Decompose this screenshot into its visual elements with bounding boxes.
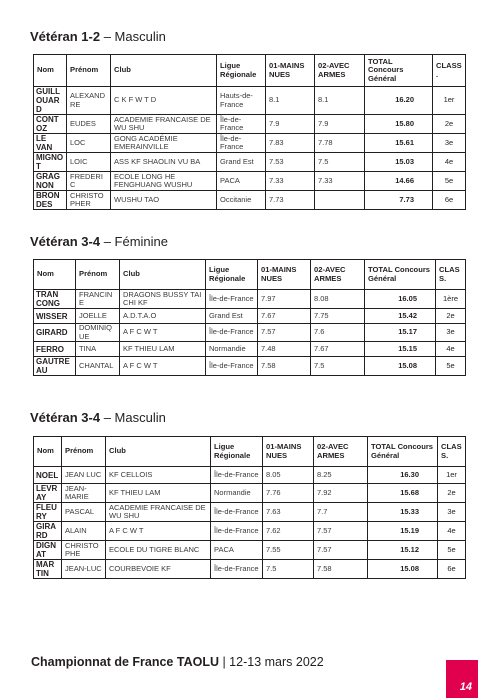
cell-armes xyxy=(315,191,365,210)
column-header-ligue: Ligue Régionale xyxy=(217,55,266,87)
table-row xyxy=(34,503,466,522)
cell-rank: 5e xyxy=(438,541,466,560)
cell-nom: CONTOZ xyxy=(34,115,67,134)
cell-rank: 3e xyxy=(438,503,466,522)
column-header-armes: 02-AVEC ARMES xyxy=(311,260,365,290)
footer-title: Championnat de France TAOLU | 12-13 mars 2022 xyxy=(31,655,324,669)
cell-rank: 4e xyxy=(433,153,466,172)
cell-rank: 1ère xyxy=(436,290,466,309)
cell-prenom: TINA xyxy=(76,342,120,357)
cell-armes: 7.57 xyxy=(314,541,368,560)
cell-total: 15.61 xyxy=(365,134,433,153)
cell-rank: 3e xyxy=(436,324,466,342)
cell-ligue: PACA xyxy=(211,541,263,560)
cell-nom: FLEURY xyxy=(34,503,62,522)
cell-ligue: Île-de-France xyxy=(211,503,263,522)
cell-nom: NOEL xyxy=(34,467,62,484)
column-header-mains: 01-MAINS NUES xyxy=(263,437,314,467)
cell-ligue: Île-de-France xyxy=(211,522,263,541)
cell-armes: 7.9 xyxy=(315,115,365,134)
table-row xyxy=(34,115,466,134)
cell-club: GONG ACADÉMIE EMERAINVILLE xyxy=(111,134,217,153)
cell-armes: 8.25 xyxy=(314,467,368,484)
column-header-mains: 01-MAINS NUES xyxy=(266,55,315,87)
cell-rank: 2e xyxy=(436,309,466,324)
cell-club: KF THIEU LAM xyxy=(106,484,211,503)
column-header-prenom: Prénom xyxy=(76,260,120,290)
cell-club: A F C W T xyxy=(106,522,211,541)
results-table-veteran-3-4-feminine xyxy=(33,259,465,376)
cell-prenom: JEAN LUC xyxy=(62,467,106,484)
cell-nom: GIRARD xyxy=(34,324,76,342)
cell-mains: 7.97 xyxy=(258,290,311,309)
column-header-nom: Nom xyxy=(34,260,76,290)
cell-mains: 7.57 xyxy=(258,324,311,342)
cell-armes: 7.92 xyxy=(314,484,368,503)
cell-prenom: CHRISTOPHE xyxy=(62,541,106,560)
column-header-club: Club xyxy=(106,437,211,467)
cell-ligue: Occitanie xyxy=(217,191,266,210)
cell-rank: 5e xyxy=(436,357,466,376)
results-table-veteran-3-4-masculin xyxy=(33,436,465,579)
cell-club: COURBEVOIE KF xyxy=(106,560,211,579)
cell-prenom: JEAN-MARIE xyxy=(62,484,106,503)
table-row xyxy=(34,541,466,560)
cell-prenom: EUDES xyxy=(67,115,111,134)
cell-total: 15.15 xyxy=(365,342,436,357)
cell-armes: 8.08 xyxy=(311,290,365,309)
cell-mains: 7.33 xyxy=(266,172,315,191)
column-header-ligue: Ligue Régionale xyxy=(206,260,258,290)
table-row xyxy=(34,342,466,357)
cell-armes: 7.78 xyxy=(315,134,365,153)
cell-rank: 6e xyxy=(433,191,466,210)
cell-prenom: CHANTAL xyxy=(76,357,120,376)
cell-rank: 2e xyxy=(433,115,466,134)
cell-club: WUSHU TAO xyxy=(111,191,217,210)
table-row xyxy=(34,191,466,210)
cell-club: DRAGONS BUSSY TAI CHI KF xyxy=(120,290,206,309)
cell-ligue: Île-de-France xyxy=(217,115,266,134)
table-row xyxy=(34,172,466,191)
cell-nom: GRAGNON xyxy=(34,172,67,191)
cell-ligue: Normandie xyxy=(206,342,258,357)
cell-rank: 1er xyxy=(438,467,466,484)
cell-nom: WISSER xyxy=(34,309,76,324)
section-title: Vétéran 3-4 – Féminine xyxy=(30,234,169,249)
cell-ligue: Île-de-France xyxy=(211,467,263,484)
cell-armes: 7.5 xyxy=(315,153,365,172)
cell-mains: 7.9 xyxy=(266,115,315,134)
cell-rank: 4e xyxy=(438,522,466,541)
column-header-club: Club xyxy=(120,260,206,290)
table-row xyxy=(34,560,466,579)
cell-ligue: Île-de-France xyxy=(206,324,258,342)
cell-nom: MARTIN xyxy=(34,560,62,579)
table-row xyxy=(34,324,466,342)
cell-prenom: JOELLE xyxy=(76,309,120,324)
cell-club: A F C W T xyxy=(120,357,206,376)
cell-nom: MIGNOT xyxy=(34,153,67,172)
results-table-veteran-1-2-masculin xyxy=(33,54,465,210)
cell-club: A.D.T.A.O xyxy=(120,309,206,324)
cell-prenom: LOC xyxy=(67,134,111,153)
cell-mains: 7.67 xyxy=(258,309,311,324)
column-header-club: Club xyxy=(111,55,217,87)
cell-club: KF CELLOIS xyxy=(106,467,211,484)
cell-club: C K F W T D xyxy=(111,87,217,115)
cell-club: ACADEMIE FRANCAISE DE WU SHU xyxy=(111,115,217,134)
cell-total: 15.19 xyxy=(368,522,438,541)
cell-club: ASS KF SHAOLIN VU BA xyxy=(111,153,217,172)
cell-prenom: PASCAL xyxy=(62,503,106,522)
table-row xyxy=(34,134,466,153)
cell-total: 15.68 xyxy=(368,484,438,503)
cell-ligue: PACA xyxy=(217,172,266,191)
cell-total: 16.20 xyxy=(365,87,433,115)
cell-nom: FERRO xyxy=(34,342,76,357)
column-header-classement: CLASS. xyxy=(433,55,466,87)
cell-mains: 7.83 xyxy=(266,134,315,153)
cell-mains: 7.73 xyxy=(266,191,315,210)
cell-prenom: FREDERIC xyxy=(67,172,111,191)
cell-rank: 4e xyxy=(436,342,466,357)
column-header-total: TOTAL Concours Général xyxy=(365,260,436,290)
cell-mains: 7.48 xyxy=(258,342,311,357)
cell-total: 15.42 xyxy=(365,309,436,324)
cell-rank: 6e xyxy=(438,560,466,579)
column-header-total: TOTAL Concours Général xyxy=(368,437,438,467)
cell-nom: DIGNAT xyxy=(34,541,62,560)
cell-mains: 8.05 xyxy=(263,467,314,484)
column-header-nom: Nom xyxy=(34,55,67,87)
column-header-prenom: Prénom xyxy=(62,437,106,467)
cell-armes: 7.5 xyxy=(311,357,365,376)
cell-prenom: LOIC xyxy=(67,153,111,172)
cell-rank: 1er xyxy=(433,87,466,115)
cell-club: A F C W T xyxy=(120,324,206,342)
cell-total: 15.12 xyxy=(368,541,438,560)
table-row xyxy=(34,467,466,484)
cell-mains: 7.55 xyxy=(263,541,314,560)
column-header-armes: 02-AVEC ARMES xyxy=(315,55,365,87)
cell-ligue: Île-de-France xyxy=(211,560,263,579)
cell-mains: 7.5 xyxy=(263,560,314,579)
cell-total: 16.05 xyxy=(365,290,436,309)
column-header-classement: CLASS. xyxy=(436,260,466,290)
cell-total: 7.73 xyxy=(365,191,433,210)
cell-rank: 3e xyxy=(433,134,466,153)
cell-armes: 7.75 xyxy=(311,309,365,324)
table-row xyxy=(34,153,466,172)
cell-total: 15.08 xyxy=(365,357,436,376)
cell-armes: 7.6 xyxy=(311,324,365,342)
cell-nom: GAUTREAU xyxy=(34,357,76,376)
cell-total: 15.33 xyxy=(368,503,438,522)
cell-mains: 7.76 xyxy=(263,484,314,503)
section-title: Vétéran 3-4 – Masculin xyxy=(30,410,166,425)
column-header-total: TOTAL Concours Général xyxy=(365,55,433,87)
cell-armes: 7.7 xyxy=(314,503,368,522)
cell-club: ECOLE DU TIGRE BLANC xyxy=(106,541,211,560)
cell-total: 15.08 xyxy=(368,560,438,579)
cell-rank: 5e xyxy=(433,172,466,191)
section-title: Vétéran 1-2 – Masculin xyxy=(30,29,166,44)
table-row xyxy=(34,309,466,324)
cell-ligue: Grand Est xyxy=(206,309,258,324)
table-row xyxy=(34,87,466,115)
cell-mains: 7.63 xyxy=(263,503,314,522)
cell-ligue: Grand Est xyxy=(217,153,266,172)
cell-nom: LE VAN xyxy=(34,134,67,153)
cell-prenom: ALAIN xyxy=(62,522,106,541)
cell-ligue: Île-de-France xyxy=(206,290,258,309)
cell-club: ACADEMIE FRANCAISE DE WU SHU xyxy=(106,503,211,522)
cell-rank: 2e xyxy=(438,484,466,503)
table-row xyxy=(34,522,466,541)
cell-nom: GIRARD xyxy=(34,522,62,541)
cell-club: ECOLE LONG HE FENGHUANG WUSHU xyxy=(111,172,217,191)
page-number: 14 xyxy=(446,660,478,698)
table-row xyxy=(34,484,466,503)
cell-nom: LEVRAY xyxy=(34,484,62,503)
column-header-classement: CLASS. xyxy=(438,437,466,467)
cell-prenom: ALEXANDRE xyxy=(67,87,111,115)
cell-ligue: Île-de-France xyxy=(217,134,266,153)
cell-total: 15.03 xyxy=(365,153,433,172)
cell-mains: 7.53 xyxy=(266,153,315,172)
cell-nom: TRAN CONG xyxy=(34,290,76,309)
cell-nom: BRONDES xyxy=(34,191,67,210)
cell-mains: 7.62 xyxy=(263,522,314,541)
table-row xyxy=(34,290,466,309)
column-header-prenom: Prénom xyxy=(67,55,111,87)
cell-nom: GUILLOUARD xyxy=(34,87,67,115)
table-row xyxy=(34,357,466,376)
cell-club: KF THIEU LAM xyxy=(120,342,206,357)
cell-armes: 7.33 xyxy=(315,172,365,191)
cell-prenom: JEAN-LUC xyxy=(62,560,106,579)
cell-mains: 7.58 xyxy=(258,357,311,376)
column-header-ligue: Ligue Régionale xyxy=(211,437,263,467)
cell-ligue: Île-de-France xyxy=(206,357,258,376)
cell-total: 16.30 xyxy=(368,467,438,484)
cell-armes: 7.67 xyxy=(311,342,365,357)
cell-armes: 7.58 xyxy=(314,560,368,579)
column-header-mains: 01-MAINS NUES xyxy=(258,260,311,290)
cell-total: 14.66 xyxy=(365,172,433,191)
cell-armes: 8.1 xyxy=(315,87,365,115)
cell-prenom: DOMINIQUE xyxy=(76,324,120,342)
cell-ligue: Normandie xyxy=(211,484,263,503)
cell-total: 15.80 xyxy=(365,115,433,134)
cell-ligue: Hauts-de-France xyxy=(217,87,266,115)
cell-total: 15.17 xyxy=(365,324,436,342)
cell-prenom: CHRISTOPHER xyxy=(67,191,111,210)
cell-prenom: FRANCINE xyxy=(76,290,120,309)
cell-armes: 7.57 xyxy=(314,522,368,541)
column-header-nom: Nom xyxy=(34,437,62,467)
cell-mains: 8.1 xyxy=(266,87,315,115)
column-header-armes: 02-AVEC ARMES xyxy=(314,437,368,467)
